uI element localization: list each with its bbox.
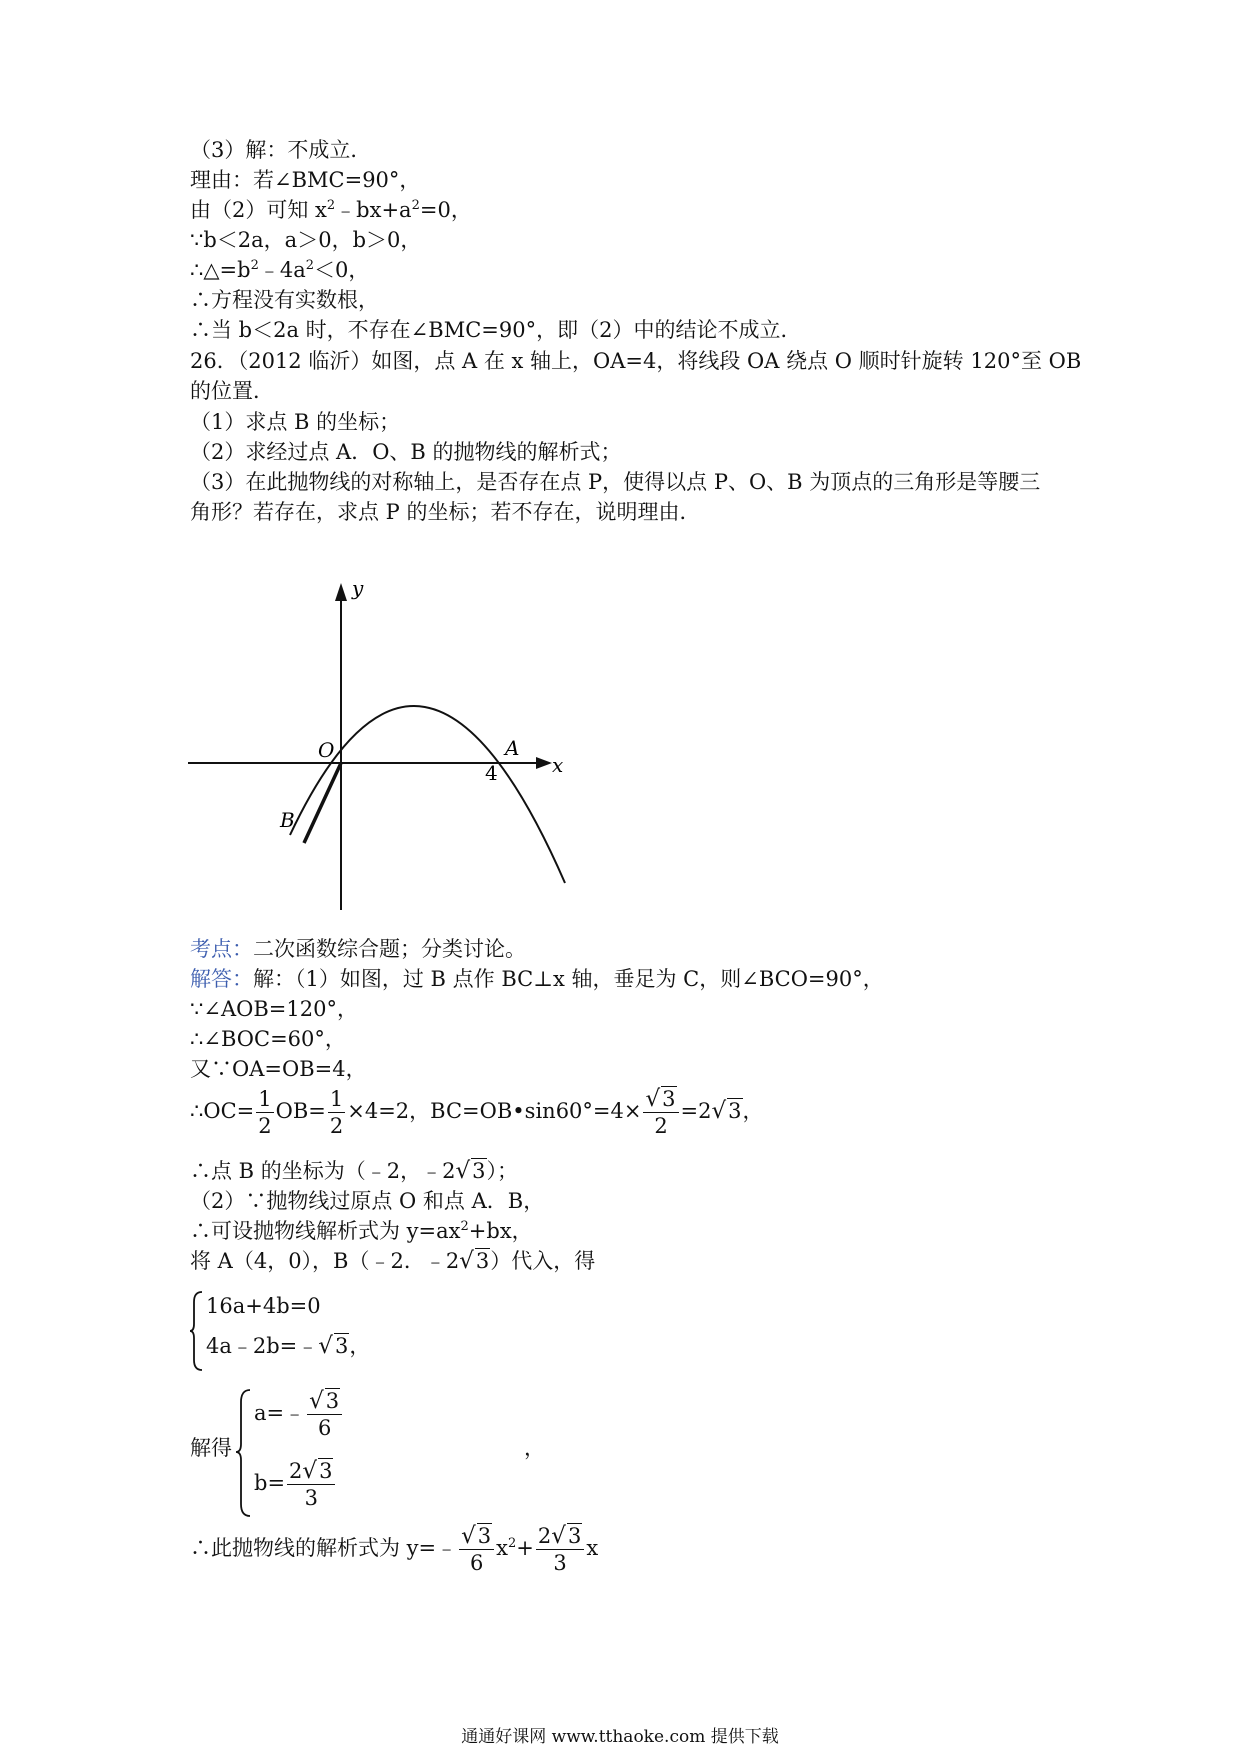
solution-line: （2）∵抛物线过原点 O 和点 A．B， bbox=[190, 1189, 545, 1213]
text-line: 理由：若∠BMC=90°， bbox=[190, 168, 421, 192]
radical-sign: √ bbox=[302, 1458, 318, 1484]
parabola-figure bbox=[180, 575, 580, 925]
text: 4a﹣2b=﹣ bbox=[206, 1334, 319, 1358]
jieda-line bbox=[190, 965, 884, 993]
text: ）代入，得 bbox=[490, 1249, 596, 1273]
denominator: 3 bbox=[304, 1486, 318, 1510]
denominator: 3 bbox=[553, 1551, 567, 1575]
text: ， bbox=[349, 1334, 371, 1358]
solution-line: ∴∠BOC=60°， bbox=[190, 1027, 346, 1051]
text: ﹣bx+a bbox=[335, 198, 412, 222]
tick-label-4: 4 bbox=[485, 761, 498, 785]
radical-sign: √ bbox=[711, 1098, 727, 1124]
text: ， bbox=[742, 1099, 764, 1123]
radical-sign: √ bbox=[645, 1086, 661, 1112]
numerator bbox=[287, 1458, 335, 1485]
problem-statement: 26．（2012 临沂）如图，点 A 在 x 轴上，OA=4，将线段 OA 绕点 O 顺时针旋转 120°至 OB bbox=[190, 349, 1082, 373]
text: +bx， bbox=[468, 1219, 533, 1243]
text: ∴点 B 的坐标为（﹣2，﹣2 bbox=[190, 1159, 456, 1183]
jieda-label: 解答： bbox=[190, 967, 253, 991]
radical-sign: √ bbox=[459, 1248, 474, 1274]
solution-line bbox=[190, 1157, 518, 1185]
radical-sign: √ bbox=[551, 1523, 566, 1549]
brace-icon bbox=[236, 1388, 252, 1518]
final-expression bbox=[190, 1520, 598, 1576]
parabola-curve bbox=[290, 706, 565, 883]
solution-line bbox=[190, 1247, 595, 1275]
kaodian-line bbox=[190, 935, 526, 963]
superscript: 2 bbox=[411, 198, 420, 213]
radicand: 3 bbox=[728, 1099, 742, 1123]
radicand: 3 bbox=[325, 1389, 340, 1413]
fraction bbox=[307, 1388, 342, 1441]
page-footer: 通通好课网 www.tthaoke.com 提供下载 bbox=[461, 1727, 779, 1747]
fraction bbox=[328, 1086, 345, 1139]
question-3: （3）在此抛物线的对称轴上，是否存在点 P，使得以点 P、O、B 为顶点的三角形是等腰三 bbox=[190, 470, 1041, 494]
text: 将 A（4，0），B（﹣2．﹣2 bbox=[190, 1249, 460, 1273]
text: =0， bbox=[419, 198, 472, 222]
radicand: 3 bbox=[334, 1334, 349, 1358]
problem-statement: 的位置． bbox=[190, 379, 274, 403]
radical-sign: √ bbox=[318, 1333, 333, 1359]
fraction bbox=[459, 1523, 494, 1576]
solution-a bbox=[254, 1388, 344, 1441]
text: ∴OC= bbox=[190, 1099, 255, 1123]
radical-sign: √ bbox=[455, 1158, 471, 1184]
text: ）； bbox=[486, 1159, 519, 1183]
denominator: 6 bbox=[317, 1416, 332, 1440]
text: ， bbox=[524, 1436, 545, 1460]
fraction bbox=[256, 1086, 273, 1139]
superscript: 2 bbox=[508, 1536, 517, 1551]
x-axis-arrow bbox=[536, 757, 552, 769]
text: x bbox=[496, 1536, 509, 1560]
text: x bbox=[586, 1536, 599, 1560]
question-2: （2）求经过点 A．O、B 的抛物线的解析式； bbox=[190, 440, 622, 464]
coefficient: 2 bbox=[289, 1459, 303, 1483]
point-a-label: A bbox=[505, 736, 520, 760]
origin-label: O bbox=[318, 738, 335, 762]
text-line: （3）解：不成立． bbox=[190, 138, 372, 162]
kaodian-label: 考点： bbox=[190, 937, 253, 961]
text: OB= bbox=[275, 1099, 326, 1123]
numerator bbox=[536, 1523, 584, 1550]
numerator bbox=[459, 1523, 494, 1550]
equation-2 bbox=[206, 1330, 370, 1362]
superscript: 2 bbox=[326, 198, 336, 213]
text: ∴此抛物线的解析式为 y=﹣ bbox=[190, 1536, 458, 1560]
numerator: 1 bbox=[329, 1087, 344, 1111]
y-axis-arrow bbox=[335, 583, 347, 601]
brace-icon bbox=[190, 1290, 204, 1372]
radicand: 3 bbox=[319, 1459, 333, 1483]
text: a=﹣ bbox=[254, 1401, 306, 1425]
radicand: 3 bbox=[662, 1087, 676, 1111]
jieda-text: 解：（1）如图，过 B 点作 BC⊥x 轴，垂足为 C，则∠BCO=90°， bbox=[253, 967, 884, 991]
question-1: （1）求点 B 的坐标； bbox=[190, 410, 401, 434]
point-b-label: B bbox=[280, 808, 295, 832]
text: 由（2）可知 x bbox=[190, 198, 327, 222]
jiede-label: 解得 bbox=[190, 1436, 232, 1460]
x-axis-label: x bbox=[552, 753, 564, 777]
superscript: 2 bbox=[460, 1219, 469, 1234]
numerator bbox=[307, 1388, 342, 1415]
radicand: 3 bbox=[472, 1159, 486, 1183]
numerator: 1 bbox=[258, 1087, 272, 1111]
text: =2 bbox=[680, 1099, 712, 1123]
solution-line bbox=[190, 1217, 533, 1245]
text-line: ∴当 b＜2a 时，不存在∠BMC=90°，即（2）中的结论不成立． bbox=[190, 318, 802, 342]
text: ﹣4a bbox=[258, 258, 306, 282]
coefficient: 2 bbox=[537, 1524, 552, 1548]
radical-sign: √ bbox=[461, 1523, 476, 1549]
denominator: 6 bbox=[469, 1551, 484, 1575]
text: b= bbox=[254, 1471, 286, 1495]
text: ∴可设抛物线解析式为 y=ax bbox=[190, 1219, 461, 1243]
fraction bbox=[643, 1086, 678, 1139]
solution-b bbox=[254, 1458, 337, 1511]
numerator bbox=[643, 1086, 678, 1113]
text: ∴△=b bbox=[190, 258, 251, 282]
text: ×4=2，BC=OB•sin60°=4× bbox=[347, 1099, 642, 1123]
solution-line-fractions bbox=[190, 1083, 764, 1139]
denominator: 2 bbox=[258, 1114, 272, 1138]
question-3: 角形？若存在，求点 P 的坐标；若不存在，说明理由． bbox=[190, 500, 701, 524]
radicand: 3 bbox=[567, 1524, 582, 1548]
kaodian-text: 二次函数综合题；分类讨论。 bbox=[253, 937, 526, 961]
radical-sign: √ bbox=[309, 1388, 324, 1414]
equation-1: 16a+4b=0 bbox=[206, 1294, 321, 1318]
solution-line: ∵∠AOB=120°， bbox=[190, 997, 358, 1021]
fraction bbox=[287, 1458, 335, 1511]
superscript: 2 bbox=[305, 258, 315, 273]
solution-line: 又∵OA=OB=4， bbox=[190, 1057, 367, 1081]
superscript: 2 bbox=[250, 258, 259, 273]
text-line: ∵b＜2a，a＞0，b＞0， bbox=[190, 228, 422, 252]
solution-system bbox=[190, 1388, 590, 1518]
denominator: 2 bbox=[654, 1114, 668, 1138]
denominator: 2 bbox=[329, 1114, 344, 1138]
text: + bbox=[516, 1536, 534, 1560]
y-axis-label: y bbox=[352, 576, 364, 600]
text-line bbox=[190, 256, 369, 284]
fraction bbox=[536, 1523, 584, 1576]
text: ＜0， bbox=[314, 258, 370, 282]
text-line bbox=[190, 196, 472, 224]
text-line: ∴方程没有实数根， bbox=[190, 288, 379, 312]
radicand: 3 bbox=[475, 1249, 490, 1273]
radicand: 3 bbox=[477, 1524, 492, 1548]
